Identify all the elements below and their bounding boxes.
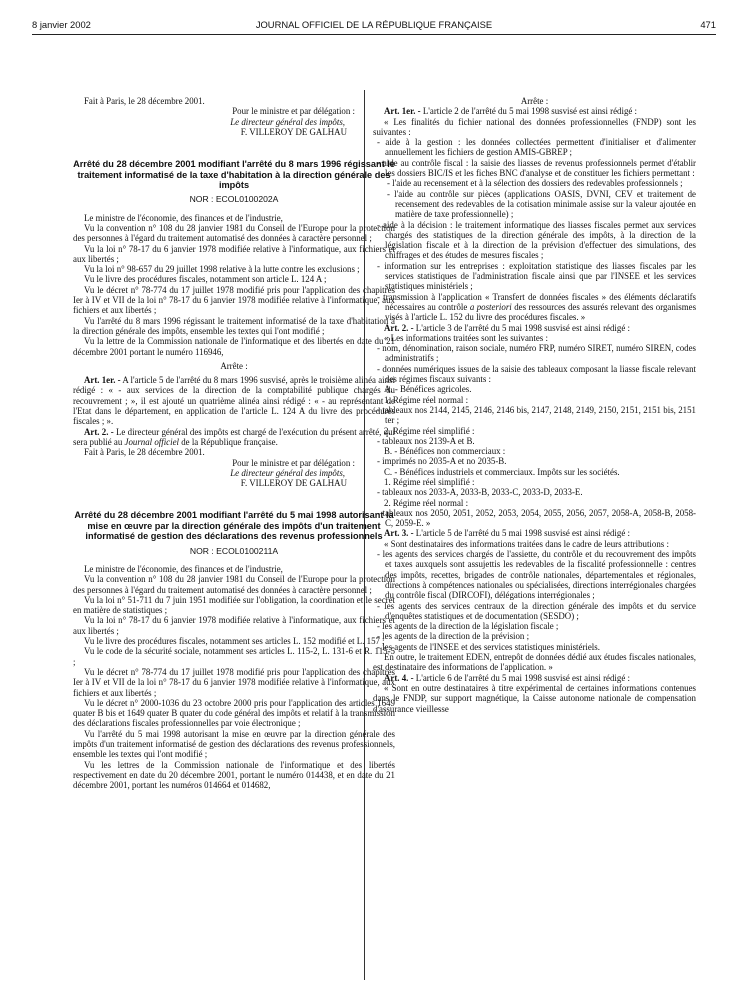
signatory-title: Le directeur général des impôts, <box>230 467 345 478</box>
signatory-title: Le directeur général des impôts, <box>230 116 345 127</box>
paragraph: Vu la convention n° 108 du 28 janvier 1981 du Conseil de l'Europe pour la protection des personnes à l'égard du traitement automatisé des données à caractère personnel ; <box>73 223 395 244</box>
paragraph: « Les informations traitées sont les suivantes : <box>384 332 548 343</box>
regime-subheading: 1. Régime réel simplifié : <box>384 476 475 487</box>
regime-heading: C. - Bénéfices industriels et commerciaux. Impôts sur les sociétés. <box>384 466 620 477</box>
list-item: - aide au contrôle fiscal : la saisie des liasses de revenus professionnels permet d'établir les dossiers BIC/IS et les fiches BNC d'analyse et de constituer les fichiers permettant : <box>377 157 696 179</box>
paragraph: Vu la loi n° 98-657 du 29 juillet 1998 relative à la lutte contre les exclusions ; <box>84 264 360 275</box>
regime-subheading: 1. Régime réel normal : <box>384 394 469 405</box>
paragraph: Vu la loi n° 78-17 du 6 janvier 1978 modifiée relative à l'informatique, aux fichiers et aux libertés ; <box>73 615 395 636</box>
article-label: Art. 2. - <box>384 322 414 333</box>
article-text: A l'article 5 de l'arrêté du 8 mars 1996 susvisé, après le troisième alinéa ainsi rédigé : « - aux services de la direction de la comptabilité publique chargés du recouvrement ; », il est ajouté un quatrième alinéa ainsi rédigé : « - au représentant de l'Etat dans le département, en application de l'article L. 124 A du livre des procédures fiscales ; ». <box>73 375 395 427</box>
paragraph: « Sont en outre destinataires à titre expérimental de certaines informations contenues dans le FNDP, sur support magnétique, la Caisse autonome nationale de compensation d'assurance vieillesse <box>373 682 696 714</box>
paragraph: Vu la loi n° 78-17 du 6 janvier 1978 modifiée relative à l'informatique, aux fichiers et aux libertés ; <box>73 243 395 264</box>
article-label: Art. 3. - <box>384 528 414 539</box>
paragraph: Vu la convention n° 108 du 28 janvier 1981 du Conseil de l'Europe pour la protection des personnes à l'égard du traitement automatisé des données à caractère personnel ; <box>73 574 395 595</box>
arrete-heading: Arrête : <box>520 96 549 106</box>
paragraph: Le ministre de l'économie, des finances et de l'industrie, <box>84 212 283 223</box>
regime-heading: B. - Bénéfices non commerciaux : <box>384 446 506 457</box>
paragraph: Vu le livre des procédures fiscales, notamment ses articles L. 152 modifié et L. 157 ; <box>84 636 385 647</box>
paragraph: Le ministre de l'économie, des finances et de l'industrie, <box>84 563 283 574</box>
list-item <box>373 292 696 323</box>
article-text: L'article 6 de l'arrêté du 5 mai 1998 susvisé est ainsi rédigé : <box>415 672 630 683</box>
list-item: - imprimés no 2035-A et no 2035-B. <box>377 456 507 467</box>
closing-date: Fait à Paris, le 28 décembre 2001. <box>84 447 205 458</box>
article-label: Art. 1er. - <box>84 375 121 386</box>
journal-name: Journal officiel <box>124 436 179 447</box>
article-label: Art. 4. - <box>384 672 414 683</box>
decree-title: Arrêté du 28 décembre 2001 modifiant l'arrêté du 5 mai 1998 autorisant la mise en œuvre par la direction générale des impôts d'un traitement informatisé de gestion des déclarations des revenus professionnels <box>74 510 394 542</box>
delegation-line: Pour le ministre et par délégation : <box>232 457 355 468</box>
paragraph: Vu la lettre de la Commission nationale de l'informatique et des libertés en date du 21 décembre 2001 portant le numéro 116946, <box>73 336 395 357</box>
list-item: - aide à la décision : le traitement informatique des liasses fiscales permet aux services chargés des statistiques de la direction générale des impôts, à la direction de la législation fiscale et à la direction de la prévision d'effectuer des simulations, des chiffrages et des études de mesures fiscales ; <box>377 219 696 261</box>
article-paragraph <box>73 427 395 448</box>
article-paragraph <box>73 375 395 426</box>
article-paragraph <box>373 323 696 333</box>
list-item: - les agents de la direction de la législation fiscale ; <box>377 621 559 632</box>
header-journal-title: JOURNAL OFFICIEL DE LA RÉPUBLIQUE FRANÇAISE <box>255 19 493 30</box>
decree-title: Arrêté du 28 décembre 2001 modifiant l'arrêté du 8 mars 1996 régissant le traitement informatisé de la taxe d'habitation à la direction générale des impôts <box>73 159 395 190</box>
paragraph: Vu l'arrêté du 8 mars 1996 régissant le traitement informatisé de la taxe d'habitation à la direction générale des impôts, ensemble les textes qui l'ont modifié ; <box>73 315 395 336</box>
delegation-line: Pour le ministre et par délégation : <box>232 106 355 117</box>
paragraph: Vu la loi n° 51-711 du 7 juin 1951 modifiée sur l'obligation, la coordination et le secret en matière de statistiques ; <box>73 594 395 616</box>
right-column <box>373 96 696 714</box>
list-item: - l'aide au recensement et à la sélection des dossiers des redevables professionnels ; <box>387 178 683 189</box>
left-column <box>73 96 395 790</box>
list-item: - tableaux nos 2139-A et B. <box>377 435 475 446</box>
paragraph: Vu le livre des procédures fiscales, notamment son article L. 124 A ; <box>84 274 327 285</box>
paragraph: Vu le décret n° 2000-1036 du 23 octobre 2000 pris pour l'application des articles 1649 quater B bis et 1649 quater B quater du code général des impôts et relatif à la transmission des déclarations fiscales professionnelles par voie électronique ; <box>73 697 395 729</box>
list-item: - information sur les entreprises : exploitation statistique des liasses fiscales par les services statistiques de l'administration fiscale ainsi que par l'INSEE et les services statistiques ministériels ; <box>377 260 696 292</box>
list-item: - les agents des services centraux de la direction générale des impôts et du service d'enquêtes statistiques et de documentation (SESDO) ; <box>377 600 696 621</box>
paragraph: Vu le code de la sécurité sociale, notamment ses articles L. 115-2, L. 131-6 et R. 115-5 ; <box>73 646 395 667</box>
regime-heading: A. - Bénéfices agricoles. <box>384 384 472 395</box>
header-page-number: 471 <box>700 19 716 30</box>
list-item: - aide à la gestion : les données collectées permettent d'initialiser et d'alimenter annuellement les fichiers de gestion AMIS-GBREP ; <box>377 137 696 158</box>
paragraph: Vu les lettres de la Commission nationale de l'informatique et des libertés respectivement en date du 20 décembre 2001, portant le numéro 014438, et en date du 21 décembre 2001, portant les numéros 014664 et 014682, <box>73 759 395 791</box>
paragraph: « Sont destinataires des informations traitées dans le cadre de leurs attributions : <box>384 538 669 549</box>
list-item: - les agents de la direction de la prévision ; <box>377 631 530 642</box>
list-text: - transmission à l'application « Transfert de données fiscales » des éléments déclaratifs nécessaires au contrôle <box>377 291 696 312</box>
signature: F. VILLEROY DE GALHAU <box>240 478 347 489</box>
list-item: - tableaux nos 2144, 2145, 2146, 2146 bis, 2147, 2148, 2149, 2150, 2151, 2151 bis, 2151 ter ; <box>377 404 696 426</box>
paragraph: Vu l'arrêté du 5 mai 1998 autorisant la mise en œuvre par la direction générale des impôts d'un traitement informatisé de gestion des déclarations des revenus professionnels, ensemble les textes qui l'ont modifié ; <box>73 728 395 760</box>
list-item: - les agents des services chargés de l'assiette, du contrôle et du recouvrement des impôts et taxes auxquels sont assujettis les redevables de la fiscalité professionnelle : centres des impôts, recettes, brigades de contrôle nationales, départementales et régionales, directions à compétences nationales ou spécialisées, directions interrégionales chargées du contrôle fiscal (DIRCOFI), délégations interrégionales ; <box>377 549 696 601</box>
nor-reference: NOR : ECOL0100202A <box>189 194 279 205</box>
article-text: L'article 2 de l'arrêté du 5 mai 1998 susvisé est ainsi rédigé : <box>422 106 638 117</box>
article-text: de la République française. <box>181 436 278 447</box>
nor-reference: NOR : ECOL0100211A <box>189 545 279 556</box>
list-text-italic: a posteriori <box>469 301 512 312</box>
article-label: Art. 1er. - <box>384 106 421 117</box>
paragraph: Vu le décret n° 78-774 du 17 juillet 1978 modifié pris pour l'application des chapitres Ier à IV et VII de la loi n° 78-17 du 6 janvier 1978 modifiée relative à l'informatique, aux fichiers et aux libertés ; <box>73 284 395 316</box>
list-text: des ressources des assurés relevant des organismes visés à l'article L. 152 du livre des procédures fiscales. » <box>385 301 697 323</box>
paragraph: En outre, le traitement EDEN, entrepôt de données dédié aux études fiscales nationales, est destinataire des informations de l'application. » <box>373 652 696 673</box>
list-item: - l'aide au contrôle sur pièces (applications OASIS, DVNI, CEV et traitement de recensement des redevables de la cotisation minimale assise sur la valeur ajoutée en matière de taxe professionnelle) ; <box>387 188 696 220</box>
article-label: Art. 2. - <box>84 426 114 437</box>
article-paragraph <box>373 528 696 538</box>
regime-subheading: 2. Régime réel simplifié : <box>384 425 475 436</box>
arrete-heading: Arrête : <box>220 360 248 371</box>
closing-date: Fait à Paris, le 28 décembre 2001. <box>84 96 205 106</box>
article-text: L'article 5 de l'arrêté du 5 mai 1998 susvisé est ainsi rédigé : <box>415 528 630 539</box>
article-paragraph <box>373 673 696 683</box>
list-item: - les agents de l'INSEE et des services statistiques ministériels. <box>377 641 600 652</box>
paragraph: Vu le décret n° 78-774 du 17 juillet 1978 modifié pris pour l'application des chapitres Ier à IV et VII de la loi n° 78-17 du 6 janvier 1978 modifiée relative à l'informatique, aux fichiers et aux libertés ; <box>73 666 395 698</box>
paragraph: « Les finalités du fichier national des données professionnelles (FNDP) sont les suivantes : <box>373 116 696 137</box>
signature: F. VILLEROY DE GALHAU <box>240 126 347 137</box>
header-date: 8 janvier 2002 <box>32 19 91 30</box>
list-item: - données numériques issues de la saisie des tableaux composant la liasse fiscale relevant des régimes fiscaux suivants : <box>377 363 696 385</box>
article-paragraph <box>373 106 696 116</box>
list-item: - nom, dénomination, raison sociale, numéro FRP, numéro SIRET, numéro SIREN, codes administratifs ; <box>377 343 696 364</box>
list-item: - tableaux nos 2050, 2051, 2052, 2053, 2054, 2055, 2056, 2057, 2058-A, 2058-B, 2058-C, 2059-E. » <box>377 507 696 529</box>
regime-subheading: 2. Régime réel normal : <box>384 497 469 508</box>
list-item: - tableaux nos 2033-A, 2033-B, 2033-C, 2033-D, 2033-E. <box>377 487 583 498</box>
article-text: L'article 3 de l'arrêté du 5 mai 1998 susvisé est ainsi rédigé : <box>415 322 630 333</box>
article-text: Le directeur général des impôts est chargé de l'exécution du présent arrêté, qui sera publié au <box>73 426 396 447</box>
running-header <box>32 20 716 35</box>
